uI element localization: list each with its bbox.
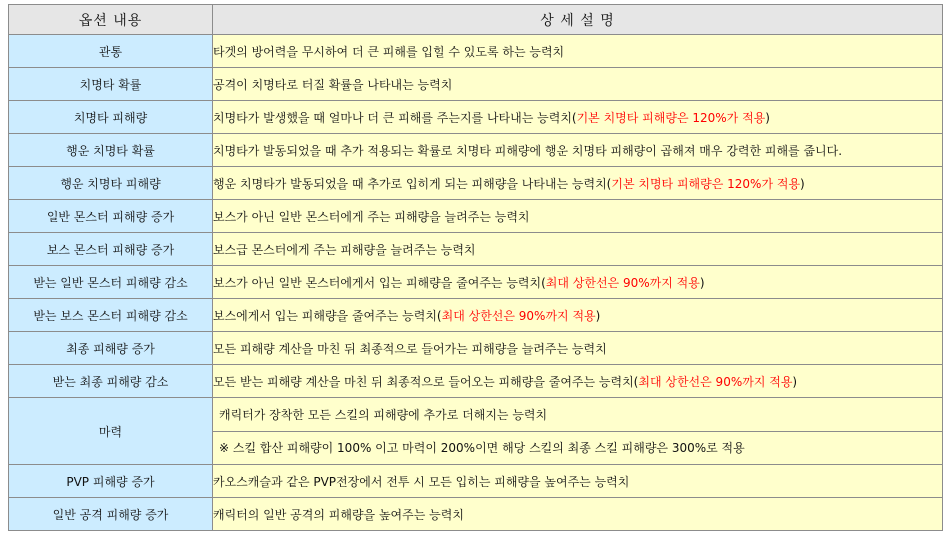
- option-desc: 모든 받는 피해량 계산을 마친 뒤 최종적으로 들어오는 피해량을 줄여주는 능력치(최대 상한선은 90%까지 적용): [213, 365, 943, 398]
- option-desc: 행운 치명타가 발동되었을 때 추가로 입히게 되는 피해량을 나타내는 능력치(기본 치명타 피해량은 120%가 적용): [213, 167, 943, 200]
- option-name: 받는 일반 몬스터 피해량 감소: [9, 266, 213, 299]
- table-row: [9, 332, 943, 365]
- option-name: PVP 피해량 증가: [9, 465, 213, 498]
- option-desc: 치명타가 발생했을 때 얼마나 더 큰 피해를 주는지를 나타내는 능력치(기본 치명타 피해량은 120%가 적용): [213, 101, 943, 134]
- table-row: [9, 68, 943, 101]
- option-name: 일반 몬스터 피해량 증가: [9, 200, 213, 233]
- option-desc: 공격이 치명타로 터질 확률을 나타내는 능력치: [213, 68, 943, 101]
- option-name: 치명타 확률: [9, 68, 213, 101]
- note-highlight: 최대 상한선은 90%까지 적용: [638, 374, 793, 389]
- option-name: 받는 최종 피해량 감소: [9, 365, 213, 398]
- magic-desc-lines: [213, 399, 942, 464]
- table-row: [9, 101, 943, 134]
- header-row: [9, 5, 943, 35]
- option-desc: 치명타가 발동되었을 때 추가 적용되는 확률로 치명타 피해량에 행운 치명타 피해량이 곱해져 매우 강력한 피해를 줍니다.: [213, 134, 943, 167]
- table-row: [9, 233, 943, 266]
- header-detail: 상 세 설 명: [213, 5, 943, 35]
- option-desc: 모든 피해량 계산을 마친 뒤 최종적으로 들어가는 피해량을 늘려주는 능력치: [213, 332, 943, 365]
- option-name: 마력: [9, 398, 213, 465]
- option-name: 행운 치명타 피해량: [9, 167, 213, 200]
- magic-desc-note: ※ 스킬 합산 피해량이 100% 이고 마력이 200%이면 해당 스킬의 최종 스킬 피해량은 300%로 적용: [213, 431, 942, 464]
- table-row: [9, 266, 943, 299]
- option-name: 행운 치명타 확률: [9, 134, 213, 167]
- option-desc: 보스에게서 입는 피해량을 줄여주는 능력치(최대 상한선은 90%까지 적용): [213, 299, 943, 332]
- option-name: 치명타 피해량: [9, 101, 213, 134]
- table-row: [9, 365, 943, 398]
- option-desc: [213, 398, 943, 465]
- option-name: 최종 피해량 증가: [9, 332, 213, 365]
- table-row: [9, 134, 943, 167]
- option-name: 관통: [9, 35, 213, 68]
- note-highlight: 최대 상한선은 90%까지 적용: [545, 275, 700, 290]
- table-row-magic: [9, 398, 943, 465]
- option-name: 일반 공격 피해량 증가: [9, 498, 213, 531]
- table-row: [9, 167, 943, 200]
- option-desc: 캐릭터의 일반 공격의 피해량을 높여주는 능력치: [213, 498, 943, 531]
- option-name: 보스 몬스터 피해량 증가: [9, 233, 213, 266]
- option-desc: 타겟의 방어력을 무시하여 더 큰 피해를 입힐 수 있도록 하는 능력치: [213, 35, 943, 68]
- table-row: [9, 299, 943, 332]
- option-desc: 보스가 아닌 일반 몬스터에게 주는 피해량을 늘려주는 능력치: [213, 200, 943, 233]
- magic-desc-line: 캐릭터가 장착한 모든 스킬의 피해량에 추가로 더해지는 능력치: [213, 399, 942, 432]
- option-desc: 보스급 몬스터에게 주는 피해량을 늘려주는 능력치: [213, 233, 943, 266]
- header-option: 옵션 내용: [9, 5, 213, 35]
- table-row: [9, 35, 943, 68]
- option-desc: 카오스캐슬과 같은 PVP전장에서 전투 시 모든 입히는 피해량을 높여주는 능력치: [213, 465, 943, 498]
- note-highlight: 기본 치명타 피해량은 120%가 적용: [576, 110, 766, 125]
- option-desc: 보스가 아닌 일반 몬스터에게서 입는 피해량을 줄여주는 능력치(최대 상한선은 90%까지 적용): [213, 266, 943, 299]
- table-row: [9, 465, 943, 498]
- note-highlight: 기본 치명타 피해량은 120%가 적용: [611, 176, 801, 191]
- option-name: 받는 보스 몬스터 피해량 감소: [9, 299, 213, 332]
- table-row: [9, 200, 943, 233]
- table-row: [9, 498, 943, 531]
- options-table: [8, 4, 943, 531]
- note-highlight: 최대 상한선은 90%까지 적용: [441, 308, 596, 323]
